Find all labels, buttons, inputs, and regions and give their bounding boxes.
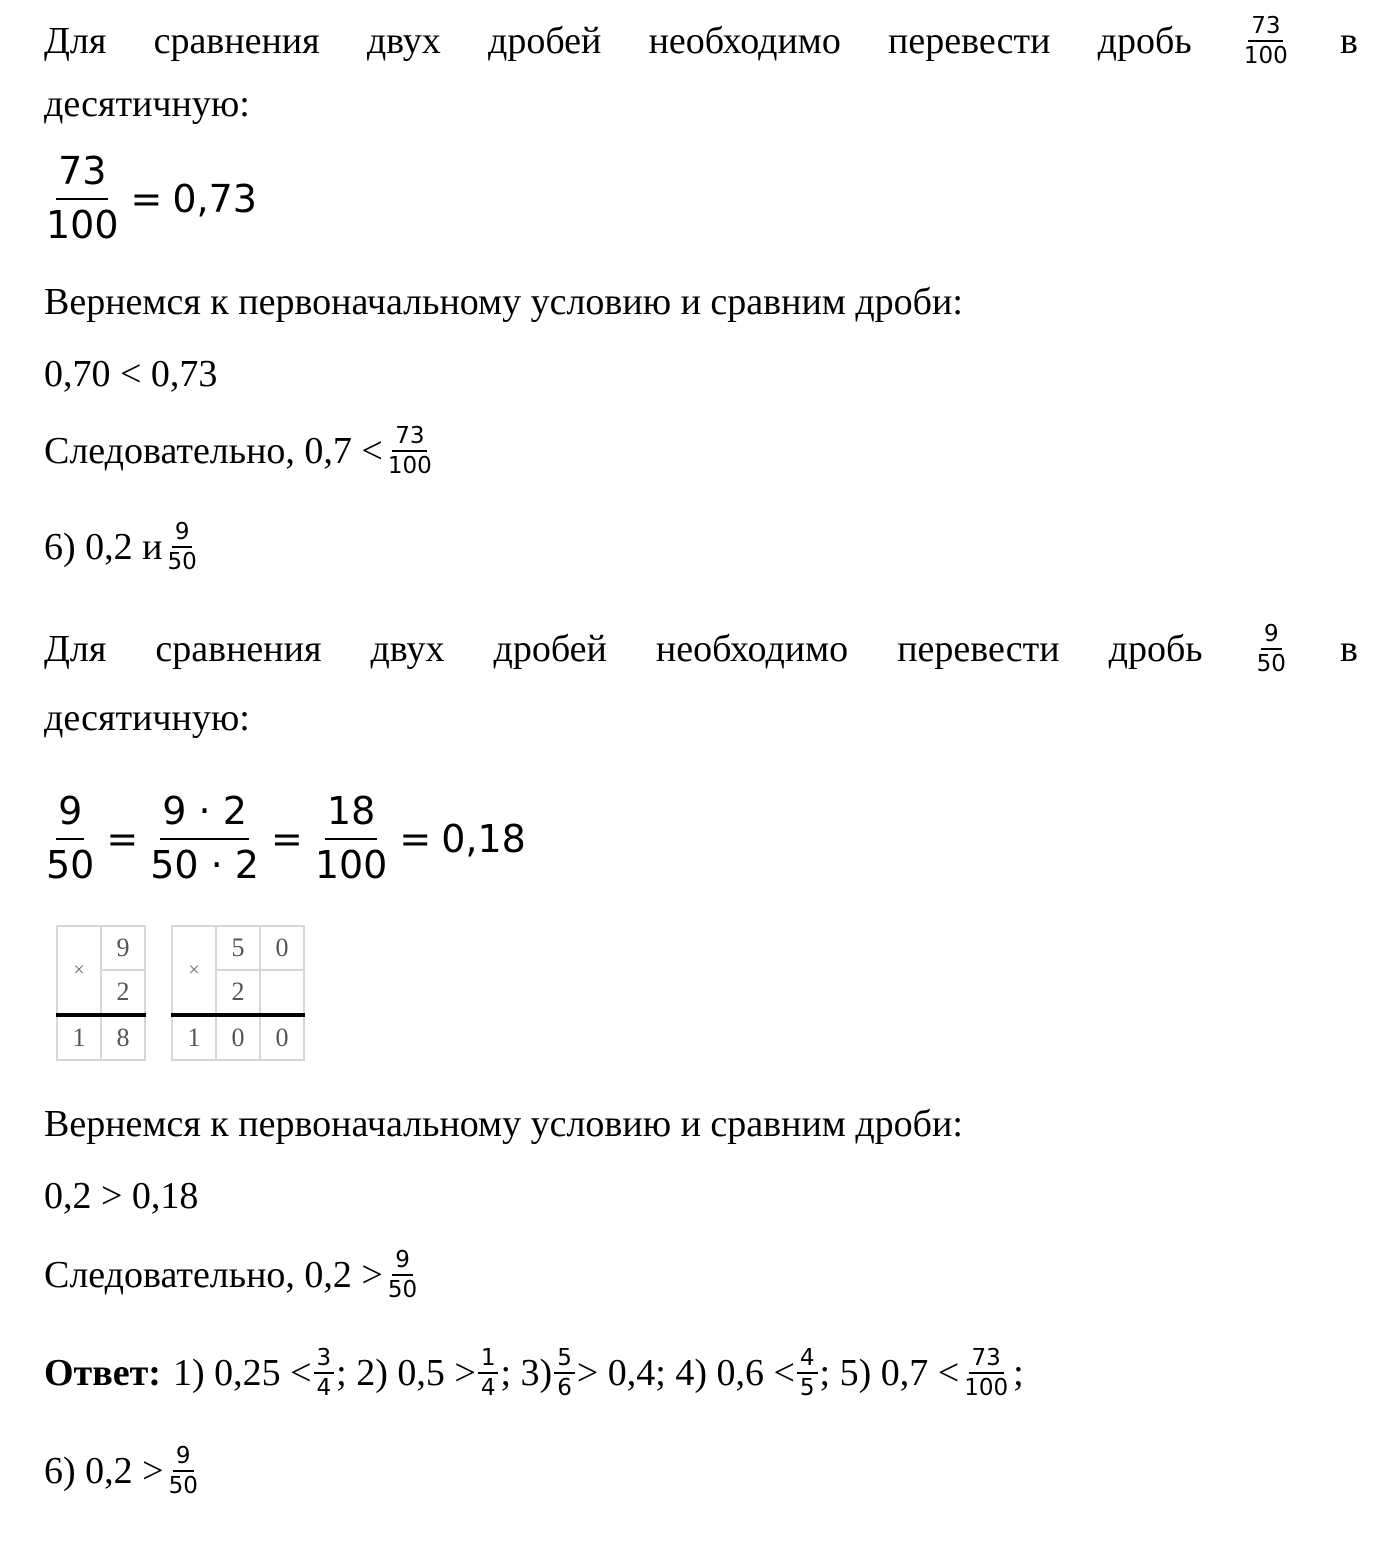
part5-return-text: Вернемся к первоначальному условию и сравним дроби: bbox=[44, 281, 963, 323]
denominator: 4 bbox=[480, 1375, 496, 1402]
equals-sign: = bbox=[130, 176, 163, 221]
part6-comparison: 0,2 > 0,18 bbox=[44, 1175, 199, 1217]
numerator: 9 bbox=[56, 790, 84, 840]
answer-line-2 bbox=[44, 1444, 203, 1498]
answer-label: Ответ: bbox=[44, 1352, 161, 1395]
denominator: 100 bbox=[964, 1375, 1009, 1402]
fraction-73-100 bbox=[961, 1346, 1011, 1400]
numerator: 9 bbox=[1261, 622, 1282, 650]
numerator: 4 bbox=[797, 1346, 818, 1374]
part6-return-text: Вернемся к первоначальному условию и сравним дроби: bbox=[44, 1103, 963, 1145]
grid-row bbox=[172, 926, 304, 970]
equals-sign: = bbox=[106, 816, 139, 861]
denominator: 4 bbox=[316, 1375, 332, 1402]
word: дробь bbox=[1097, 20, 1192, 63]
part5-intro-line1 bbox=[44, 14, 1358, 68]
part5-conversion bbox=[44, 150, 257, 247]
word: сравнения bbox=[155, 628, 322, 671]
part5-conclusion bbox=[44, 424, 437, 478]
numerator: 18 bbox=[325, 790, 377, 840]
numerator: 9 bbox=[392, 1248, 413, 1276]
word: дробей bbox=[488, 20, 602, 63]
fraction-9-50 bbox=[165, 520, 200, 574]
word: необходимо bbox=[648, 20, 841, 63]
grid-cell bbox=[260, 970, 304, 1015]
grid-cell: 0 bbox=[260, 926, 304, 970]
denominator: 6 bbox=[557, 1375, 572, 1402]
grid-cell: 8 bbox=[101, 1015, 145, 1060]
fraction-1-4 bbox=[478, 1346, 499, 1400]
equals-sign: = bbox=[399, 816, 432, 861]
denominator: 50 · 2 bbox=[150, 842, 259, 887]
denominator: 100 bbox=[387, 453, 432, 480]
word: двух bbox=[370, 628, 445, 671]
answer-line bbox=[44, 1346, 1024, 1400]
grid-cell: 1 bbox=[172, 1015, 216, 1060]
grid-cell: 5 bbox=[216, 926, 260, 970]
conclusion-text: Следовательно, 0,2 > bbox=[44, 1254, 383, 1297]
word: перевести bbox=[888, 20, 1051, 63]
answer-part: > 0,4; 4) 0,6 < bbox=[576, 1352, 795, 1395]
grid-cell: 1 bbox=[57, 1015, 101, 1060]
fraction-73-100 bbox=[1241, 14, 1291, 68]
numerator: 73 bbox=[969, 1346, 1004, 1374]
word: сравнения bbox=[153, 20, 320, 63]
word: Для bbox=[44, 628, 107, 671]
word: Для bbox=[44, 20, 107, 63]
numerator: 73 bbox=[392, 424, 427, 452]
word: необходимо bbox=[655, 628, 849, 671]
fraction-9-50 bbox=[166, 1444, 201, 1498]
grid-cell: 2 bbox=[216, 970, 260, 1015]
fraction-9-50-large bbox=[44, 790, 96, 887]
fraction-73-100 bbox=[385, 424, 435, 478]
part6-conclusion bbox=[44, 1248, 422, 1302]
grid-cell: 0 bbox=[260, 1015, 304, 1060]
part6-conversion bbox=[44, 790, 526, 887]
word: дробь bbox=[1108, 628, 1203, 671]
numerator: 3 bbox=[314, 1346, 335, 1374]
denominator: 100 bbox=[46, 202, 119, 247]
fraction-5-6 bbox=[554, 1346, 575, 1400]
decimal-result: 0,18 bbox=[441, 816, 526, 861]
grid-cell: 2 bbox=[101, 970, 145, 1015]
decimal-result: 0,73 bbox=[172, 176, 257, 221]
word: перевести bbox=[897, 628, 1060, 671]
word: в bbox=[1339, 628, 1358, 671]
word: дробей bbox=[493, 628, 607, 671]
fraction-9-50 bbox=[385, 1248, 420, 1302]
denominator: 5 bbox=[799, 1375, 815, 1402]
denominator: 50 bbox=[387, 1277, 418, 1304]
fraction-3-4 bbox=[314, 1346, 335, 1400]
fraction-4-5 bbox=[797, 1346, 818, 1400]
numerator: 9 bbox=[173, 1444, 194, 1472]
part6-heading bbox=[44, 520, 202, 574]
answer-part: ; 2) 0,5 > bbox=[336, 1352, 476, 1395]
denominator: 100 bbox=[1243, 43, 1288, 70]
part5-intro-line2: десятичную: bbox=[44, 83, 250, 125]
numerator: 1 bbox=[478, 1346, 499, 1374]
multiplication-grid-9x2 bbox=[56, 925, 146, 1061]
multiply-sign: × bbox=[57, 926, 101, 1015]
denominator: 100 bbox=[314, 842, 388, 887]
part5-comparison: 0,70 < 0,73 bbox=[44, 353, 218, 395]
numerator: 5 bbox=[554, 1346, 575, 1374]
multiply-sign: × bbox=[172, 926, 216, 1015]
denominator: 50 bbox=[1256, 651, 1286, 678]
fraction-73-100-large bbox=[44, 150, 121, 247]
word: двух bbox=[366, 20, 441, 63]
part6-intro-line1 bbox=[44, 622, 1358, 676]
numerator: 9 bbox=[172, 520, 193, 548]
grid-cell: 0 bbox=[216, 1015, 260, 1060]
numerator: 9 · 2 bbox=[160, 790, 249, 840]
denominator: 50 bbox=[46, 842, 95, 887]
equals-sign: = bbox=[270, 816, 303, 861]
numerator: 73 bbox=[1248, 14, 1283, 42]
grid-result-row bbox=[172, 1015, 304, 1060]
fraction-9-50 bbox=[1254, 622, 1289, 676]
answer-part: ; bbox=[1013, 1352, 1024, 1395]
answer-part: ; 3) bbox=[500, 1352, 553, 1395]
grid-row bbox=[57, 926, 145, 970]
grid-result-row bbox=[57, 1015, 145, 1060]
grid-cell: 9 bbox=[101, 926, 145, 970]
answer-part: ; 5) 0,7 < bbox=[819, 1352, 960, 1395]
fraction-18-100 bbox=[313, 790, 390, 887]
numerator: 73 bbox=[56, 150, 108, 200]
part6-intro-line2: десятичную: bbox=[44, 697, 250, 739]
word: в bbox=[1339, 20, 1358, 63]
multiplication-grid-50x2 bbox=[171, 925, 305, 1061]
denominator: 50 bbox=[167, 549, 197, 576]
answer-part: 1) 0,25 < bbox=[172, 1352, 312, 1395]
answer-part: 6) 0,2 > bbox=[44, 1450, 164, 1493]
heading-text: 6) 0,2 и bbox=[44, 526, 163, 569]
conclusion-text: Следовательно, 0,7 < bbox=[44, 430, 383, 473]
fraction-expanded bbox=[148, 790, 261, 887]
denominator: 50 bbox=[168, 1473, 198, 1500]
